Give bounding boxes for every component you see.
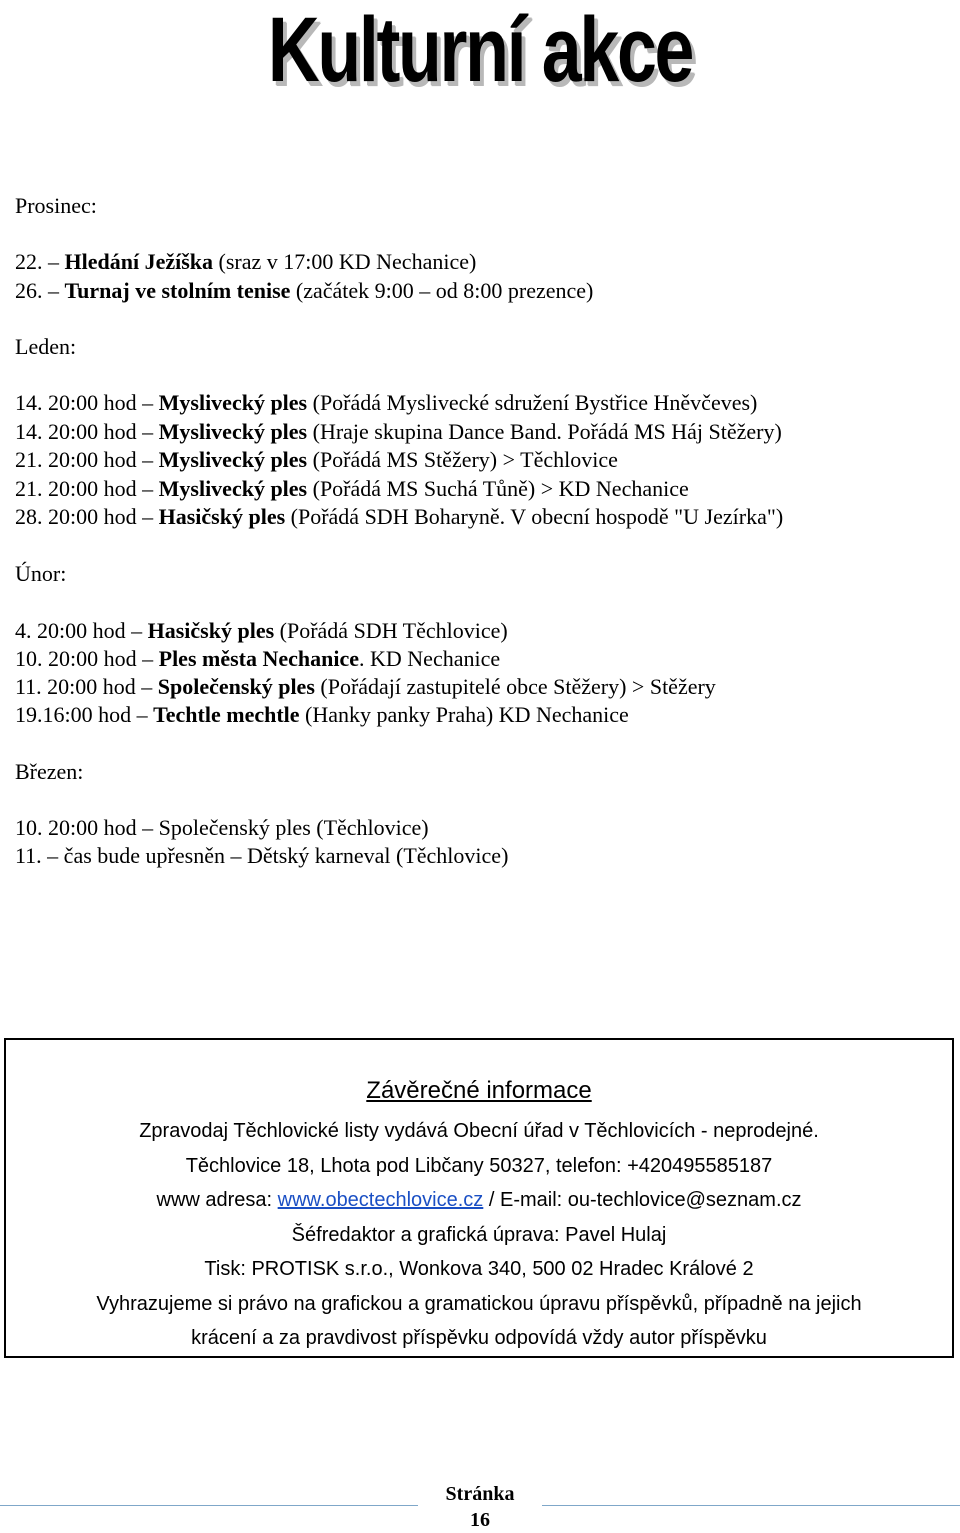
event-item bbox=[15, 617, 508, 645]
event-prefix: 14. 20:00 hod – bbox=[15, 390, 159, 415]
info-editor: Šéfredaktor a grafická úprava: Pavel Hulaj bbox=[291, 1224, 667, 1246]
web-prefix: www adresa: bbox=[156, 1189, 278, 1211]
website-link[interactable]: www.obectechlovice.cz bbox=[277, 1189, 484, 1211]
event-details: (Hanky panky Praha) KD Nechanice bbox=[299, 702, 629, 727]
event-title: Myslivecký ples bbox=[158, 390, 308, 415]
event-item bbox=[15, 814, 429, 842]
email-text: / E-mail: ou-techlovice@seznam.cz bbox=[483, 1189, 802, 1211]
info-address: Těchlovice 18, Lhota pod Libčany 50327, telefon: +420495585187 bbox=[185, 1155, 773, 1177]
event-details: (Pořádá SDH Těchlovice) bbox=[274, 618, 508, 643]
event-title: Ples města Nechanice bbox=[158, 646, 360, 671]
event-text: 10. 20:00 hod – Společenský ples (Těchlovice) bbox=[15, 815, 429, 840]
event-prefix: 4. 20:00 hod – bbox=[15, 618, 148, 643]
footer-page-number: 16 bbox=[470, 1509, 490, 1531]
event-details: (Hraje skupina Dance Band. Pořádá MS Háj Stěžery) bbox=[307, 419, 782, 444]
event-prefix: 22. – bbox=[15, 249, 65, 274]
event-text: 11. – čas bude upřesněn – Dětský karneval (Těchlovice) bbox=[15, 843, 509, 868]
event-title: Myslivecký ples bbox=[158, 447, 308, 472]
event-title: Hasičský ples bbox=[158, 504, 286, 529]
month-heading-leden: Leden: bbox=[15, 334, 77, 359]
event-details: . KD Nechanice bbox=[359, 646, 501, 671]
event-details: (Pořádá Myslivecké sdružení Bystřice Hněvčeves) bbox=[307, 390, 758, 415]
event-title: Hasičský ples bbox=[147, 618, 275, 643]
month-heading-prosinec: Prosinec: bbox=[15, 193, 97, 218]
event-title: Myslivecký ples bbox=[158, 419, 308, 444]
event-details: (Pořádají zastupitelé obce Stěžery) > Stěžery bbox=[314, 674, 716, 699]
info-publisher: Zpravodaj Těchlovické listy vydává Obecní úřad v Těchlovicích - neprodejné. bbox=[139, 1120, 819, 1142]
event-title: Společenský ples bbox=[157, 674, 315, 699]
info-disclaimer-2: krácení a za pravdivost příspěvku odpovídá vždy autor příspěvku bbox=[191, 1327, 767, 1349]
event-item bbox=[15, 842, 508, 870]
event-title: Hledání Ježíška bbox=[64, 249, 214, 274]
event-item bbox=[15, 248, 476, 276]
event-title: Myslivecký ples bbox=[158, 476, 308, 501]
event-prefix: 11. 20:00 hod – bbox=[15, 674, 158, 699]
event-details: (Pořádá SDH Boharyně. V obecní hospodě "U Jezírka") bbox=[285, 504, 784, 529]
event-item bbox=[15, 645, 500, 673]
event-prefix: 14. 20:00 hod – bbox=[15, 419, 159, 444]
event-title: Techtle mechtle bbox=[153, 702, 300, 727]
event-item bbox=[15, 389, 757, 417]
event-details: (začátek 9:00 – od 8:00 prezence) bbox=[290, 278, 594, 303]
closing-info-box bbox=[4, 1038, 954, 1358]
event-title: Turnaj ve stolním tenise bbox=[64, 278, 291, 303]
event-item bbox=[15, 701, 629, 729]
event-details: (Pořádá MS Suchá Tůně) > KD Nechanice bbox=[307, 476, 689, 501]
event-item bbox=[15, 475, 689, 503]
month-heading-unor: Únor: bbox=[15, 561, 67, 586]
info-disclaimer-1: Vyhrazujeme si právo na grafickou a gramatickou úpravu příspěvků, případně na jejich bbox=[96, 1293, 862, 1315]
event-item bbox=[15, 418, 782, 446]
event-prefix: 28. 20:00 hod – bbox=[15, 504, 159, 529]
info-print: Tisk: PROTISK s.r.o., Wonkova 340, 500 02 Hradec Králové 2 bbox=[204, 1258, 754, 1280]
event-details: (Pořádá MS Stěžery) > Těchlovice bbox=[307, 447, 618, 472]
event-item bbox=[15, 277, 593, 305]
event-details: (sraz v 17:00 KD Nechanice) bbox=[213, 249, 477, 274]
event-item bbox=[15, 446, 618, 474]
event-prefix: 10. 20:00 hod – bbox=[15, 646, 159, 671]
info-web-email bbox=[6, 1187, 952, 1213]
info-heading: Závěrečné informace bbox=[366, 1077, 592, 1104]
event-prefix: 19.16:00 hod – bbox=[15, 702, 154, 727]
event-prefix: 21. 20:00 hod – bbox=[15, 447, 159, 472]
event-item bbox=[15, 503, 783, 531]
footer-rule-left bbox=[0, 1505, 418, 1506]
footer-rule-right bbox=[542, 1505, 960, 1506]
event-item bbox=[15, 673, 716, 701]
footer-page-label: Stránka bbox=[445, 1483, 515, 1505]
event-prefix: 26. – bbox=[15, 278, 65, 303]
page-title: Kulturní akce bbox=[267, 0, 693, 101]
event-prefix: 21. 20:00 hod – bbox=[15, 476, 159, 501]
month-heading-brezen: Březen: bbox=[15, 759, 84, 784]
